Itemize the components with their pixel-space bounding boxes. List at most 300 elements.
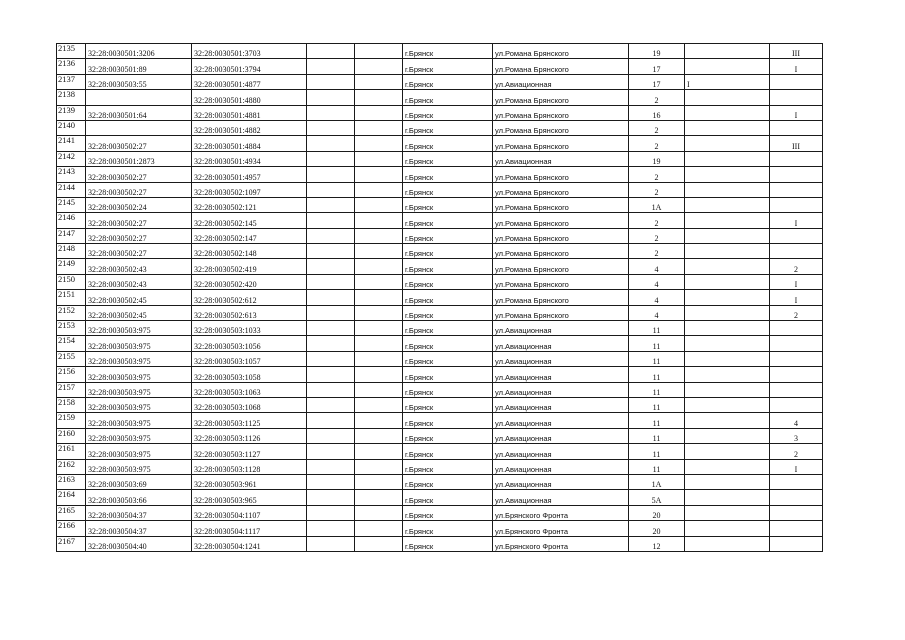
empty-cell <box>307 105 355 120</box>
table-row <box>57 244 823 259</box>
land-cadastral-number-cell: 32:28:0030502:45 <box>86 305 192 320</box>
row-number-cell: 2160 <box>57 428 86 443</box>
land-cadastral-number-cell: 32:28:0030504:37 <box>86 521 192 536</box>
apartment-cell: 2 <box>770 305 823 320</box>
city-cell: г.Брянск <box>403 167 493 182</box>
empty-cell <box>307 459 355 474</box>
row-number-cell: 2146 <box>57 213 86 228</box>
house-number-cell: 1А <box>629 474 685 489</box>
object-cadastral-number-cell: 32:28:0030502:419 <box>192 259 307 274</box>
table-row <box>57 490 823 505</box>
building-cell <box>685 459 770 474</box>
building-cell <box>685 444 770 459</box>
empty-cell <box>355 474 403 489</box>
house-number-cell: 11 <box>629 459 685 474</box>
apartment-cell <box>770 521 823 536</box>
land-cadastral-number-cell: 32:28:0030502:27 <box>86 182 192 197</box>
apartment-cell <box>770 367 823 382</box>
house-number-cell: 2 <box>629 90 685 105</box>
house-number-cell: 11 <box>629 321 685 336</box>
empty-cell <box>307 505 355 520</box>
building-cell <box>685 428 770 443</box>
land-cadastral-number-cell: 32:28:0030501:3206 <box>86 44 192 59</box>
table-row <box>57 44 823 59</box>
empty-cell <box>355 244 403 259</box>
city-cell: г.Брянск <box>403 290 493 305</box>
building-cell <box>685 167 770 182</box>
object-cadastral-number-cell: 32:28:0030503:1033 <box>192 321 307 336</box>
building-cell <box>685 382 770 397</box>
apartment-cell <box>770 382 823 397</box>
land-cadastral-number-cell: 32:28:0030503:66 <box>86 490 192 505</box>
empty-cell <box>307 259 355 274</box>
city-cell: г.Брянск <box>403 336 493 351</box>
apartment-cell <box>770 336 823 351</box>
land-cadastral-number-cell: 32:28:0030503:975 <box>86 351 192 366</box>
land-cadastral-number-cell <box>86 120 192 135</box>
row-number-cell: 2145 <box>57 197 86 212</box>
city-cell: г.Брянск <box>403 428 493 443</box>
table-row <box>57 305 823 320</box>
building-cell <box>685 151 770 166</box>
row-number-cell: 2137 <box>57 74 86 89</box>
land-cadastral-number-cell: 32:28:0030503:975 <box>86 336 192 351</box>
street-cell: ул.Авиационная <box>493 459 629 474</box>
city-cell: г.Брянск <box>403 459 493 474</box>
street-cell: ул.Романа Брянского <box>493 290 629 305</box>
empty-cell <box>307 321 355 336</box>
apartment-cell <box>770 90 823 105</box>
land-cadastral-number-cell: 32:28:0030501:2873 <box>86 151 192 166</box>
table-row <box>57 136 823 151</box>
land-cadastral-number-cell: 32:28:0030503:975 <box>86 428 192 443</box>
city-cell: г.Брянск <box>403 197 493 212</box>
object-cadastral-number-cell: 32:28:0030502:148 <box>192 244 307 259</box>
object-cadastral-number-cell: 32:28:0030501:4957 <box>192 167 307 182</box>
object-cadastral-number-cell: 32:28:0030501:4934 <box>192 151 307 166</box>
empty-cell <box>355 274 403 289</box>
apartment-cell <box>770 151 823 166</box>
building-cell <box>685 105 770 120</box>
empty-cell <box>307 382 355 397</box>
street-cell: ул.Брянского Фронта <box>493 505 629 520</box>
building-cell <box>685 536 770 551</box>
table-row <box>57 213 823 228</box>
row-number-cell: 2157 <box>57 382 86 397</box>
object-cadastral-number-cell: 32:28:0030504:1241 <box>192 536 307 551</box>
house-number-cell: 2 <box>629 228 685 243</box>
empty-cell <box>355 120 403 135</box>
empty-cell <box>307 444 355 459</box>
building-cell <box>685 397 770 412</box>
row-number-cell: 2164 <box>57 490 86 505</box>
city-cell: г.Брянск <box>403 44 493 59</box>
apartment-cell: 4 <box>770 413 823 428</box>
street-cell: ул.Авиационная <box>493 444 629 459</box>
street-cell: ул.Авиационная <box>493 367 629 382</box>
table-row <box>57 382 823 397</box>
house-number-cell: 17 <box>629 59 685 74</box>
house-number-cell: 19 <box>629 44 685 59</box>
object-cadastral-number-cell: 32:28:0030501:4884 <box>192 136 307 151</box>
row-number-cell: 2162 <box>57 459 86 474</box>
empty-cell <box>355 382 403 397</box>
table-row <box>57 336 823 351</box>
apartment-cell <box>770 490 823 505</box>
empty-cell <box>355 105 403 120</box>
street-cell: ул.Брянского Фронта <box>493 536 629 551</box>
house-number-cell: 17 <box>629 74 685 89</box>
empty-cell <box>355 136 403 151</box>
apartment-cell: I <box>770 290 823 305</box>
table-row <box>57 197 823 212</box>
object-cadastral-number-cell: 32:28:0030504:1117 <box>192 521 307 536</box>
house-number-cell: 11 <box>629 336 685 351</box>
street-cell: ул.Романа Брянского <box>493 90 629 105</box>
building-cell <box>685 90 770 105</box>
empty-cell <box>307 74 355 89</box>
street-cell: ул.Романа Брянского <box>493 259 629 274</box>
building-cell <box>685 490 770 505</box>
empty-cell <box>355 367 403 382</box>
empty-cell <box>307 44 355 59</box>
street-cell: ул.Авиационная <box>493 490 629 505</box>
street-cell: ул.Романа Брянского <box>493 213 629 228</box>
building-cell <box>685 136 770 151</box>
house-number-cell: 20 <box>629 521 685 536</box>
empty-cell <box>307 228 355 243</box>
building-cell <box>685 305 770 320</box>
empty-cell <box>355 228 403 243</box>
city-cell: г.Брянск <box>403 444 493 459</box>
city-cell: г.Брянск <box>403 105 493 120</box>
building-cell <box>685 44 770 59</box>
building-cell <box>685 413 770 428</box>
house-number-cell: 16 <box>629 105 685 120</box>
row-number-cell: 2138 <box>57 90 86 105</box>
empty-cell <box>355 182 403 197</box>
land-cadastral-number-cell: 32:28:0030503:975 <box>86 367 192 382</box>
city-cell: г.Брянск <box>403 213 493 228</box>
city-cell: г.Брянск <box>403 351 493 366</box>
street-cell: ул.Авиационная <box>493 151 629 166</box>
land-cadastral-number-cell: 32:28:0030501:89 <box>86 59 192 74</box>
row-number-cell: 2139 <box>57 105 86 120</box>
street-cell: ул.Авиационная <box>493 336 629 351</box>
empty-cell <box>307 274 355 289</box>
building-cell <box>685 59 770 74</box>
city-cell: г.Брянск <box>403 321 493 336</box>
object-cadastral-number-cell: 32:28:0030501:4882 <box>192 120 307 135</box>
empty-cell <box>307 367 355 382</box>
city-cell: г.Брянск <box>403 490 493 505</box>
land-cadastral-number-cell: 32:28:0030504:37 <box>86 505 192 520</box>
house-number-cell: 4 <box>629 274 685 289</box>
house-number-cell: 4 <box>629 259 685 274</box>
street-cell: ул.Авиационная <box>493 413 629 428</box>
row-number-cell: 2135 <box>57 44 86 59</box>
land-cadastral-number-cell <box>86 90 192 105</box>
table-row <box>57 521 823 536</box>
land-cadastral-number-cell: 32:28:0030501:64 <box>86 105 192 120</box>
row-number-cell: 2155 <box>57 351 86 366</box>
empty-cell <box>355 336 403 351</box>
street-cell: ул.Романа Брянского <box>493 105 629 120</box>
street-cell: ул.Авиационная <box>493 321 629 336</box>
row-number-cell: 2152 <box>57 305 86 320</box>
house-number-cell: 11 <box>629 397 685 412</box>
table-row <box>57 367 823 382</box>
street-cell: ул.Авиационная <box>493 397 629 412</box>
empty-cell <box>355 321 403 336</box>
apartment-cell: I <box>770 274 823 289</box>
city-cell: г.Брянск <box>403 382 493 397</box>
city-cell: г.Брянск <box>403 90 493 105</box>
city-cell: г.Брянск <box>403 228 493 243</box>
object-cadastral-number-cell: 32:28:0030503:961 <box>192 474 307 489</box>
land-cadastral-number-cell: 32:28:0030502:45 <box>86 290 192 305</box>
object-cadastral-number-cell: 32:28:0030501:3703 <box>192 44 307 59</box>
row-number-cell: 2154 <box>57 336 86 351</box>
apartment-cell <box>770 228 823 243</box>
table-row <box>57 74 823 89</box>
object-cadastral-number-cell: 32:28:0030502:147 <box>192 228 307 243</box>
city-cell: г.Брянск <box>403 274 493 289</box>
empty-cell <box>355 428 403 443</box>
building-cell <box>685 290 770 305</box>
building-cell <box>685 351 770 366</box>
object-cadastral-number-cell: 32:28:0030501:3794 <box>192 59 307 74</box>
apartment-cell: I <box>770 105 823 120</box>
table-row <box>57 351 823 366</box>
house-number-cell: 4 <box>629 290 685 305</box>
table-row <box>57 459 823 474</box>
row-number-cell: 2143 <box>57 167 86 182</box>
land-cadastral-number-cell: 32:28:0030502:27 <box>86 136 192 151</box>
street-cell: ул.Романа Брянского <box>493 244 629 259</box>
empty-cell <box>307 59 355 74</box>
street-cell: ул.Авиационная <box>493 351 629 366</box>
building-cell <box>685 213 770 228</box>
empty-cell <box>307 305 355 320</box>
empty-cell <box>355 151 403 166</box>
row-number-cell: 2158 <box>57 397 86 412</box>
street-cell: ул.Авиационная <box>493 428 629 443</box>
empty-cell <box>307 428 355 443</box>
table-row <box>57 274 823 289</box>
table-row <box>57 397 823 412</box>
house-number-cell: 2 <box>629 136 685 151</box>
city-cell: г.Брянск <box>403 521 493 536</box>
object-cadastral-number-cell: 32:28:0030503:965 <box>192 490 307 505</box>
object-cadastral-number-cell: 32:28:0030502:1097 <box>192 182 307 197</box>
table-row <box>57 167 823 182</box>
empty-cell <box>307 120 355 135</box>
house-number-cell: 1А <box>629 197 685 212</box>
city-cell: г.Брянск <box>403 397 493 412</box>
row-number-cell: 2148 <box>57 244 86 259</box>
land-cadastral-number-cell: 32:28:0030502:27 <box>86 228 192 243</box>
row-number-cell: 2147 <box>57 228 86 243</box>
table-row <box>57 182 823 197</box>
building-cell: I <box>685 74 770 89</box>
empty-cell <box>307 474 355 489</box>
apartment-cell: I <box>770 213 823 228</box>
building-cell <box>685 474 770 489</box>
land-cadastral-number-cell: 32:28:0030504:40 <box>86 536 192 551</box>
street-cell: ул.Романа Брянского <box>493 167 629 182</box>
empty-cell <box>307 90 355 105</box>
building-cell <box>685 505 770 520</box>
apartment-cell <box>770 244 823 259</box>
empty-cell <box>307 490 355 505</box>
object-cadastral-number-cell: 32:28:0030503:1125 <box>192 413 307 428</box>
object-cadastral-number-cell: 32:28:0030503:1126 <box>192 428 307 443</box>
building-cell <box>685 321 770 336</box>
empty-cell <box>355 167 403 182</box>
city-cell: г.Брянск <box>403 151 493 166</box>
empty-cell <box>355 397 403 412</box>
table-row <box>57 428 823 443</box>
apartment-cell: III <box>770 136 823 151</box>
row-number-cell: 2136 <box>57 59 86 74</box>
city-cell: г.Брянск <box>403 59 493 74</box>
empty-cell <box>307 351 355 366</box>
city-cell: г.Брянск <box>403 136 493 151</box>
empty-cell <box>355 213 403 228</box>
row-number-cell: 2149 <box>57 259 86 274</box>
row-number-cell: 2167 <box>57 536 86 551</box>
apartment-cell: 2 <box>770 259 823 274</box>
apartment-cell: I <box>770 459 823 474</box>
object-cadastral-number-cell: 32:28:0030502:145 <box>192 213 307 228</box>
empty-cell <box>355 59 403 74</box>
building-cell <box>685 182 770 197</box>
street-cell: ул.Авиационная <box>493 474 629 489</box>
street-cell: ул.Романа Брянского <box>493 182 629 197</box>
table-row <box>57 120 823 135</box>
row-number-cell: 2153 <box>57 321 86 336</box>
row-number-cell: 2165 <box>57 505 86 520</box>
apartment-cell <box>770 351 823 366</box>
object-cadastral-number-cell: 32:28:0030503:1056 <box>192 336 307 351</box>
empty-cell <box>307 244 355 259</box>
apartment-cell <box>770 120 823 135</box>
empty-cell <box>307 336 355 351</box>
row-number-cell: 2151 <box>57 290 86 305</box>
empty-cell <box>355 459 403 474</box>
object-cadastral-number-cell: 32:28:0030503:1058 <box>192 367 307 382</box>
land-cadastral-number-cell: 32:28:0030503:975 <box>86 413 192 428</box>
empty-cell <box>307 167 355 182</box>
empty-cell <box>355 413 403 428</box>
house-number-cell: 2 <box>629 213 685 228</box>
house-number-cell: 5А <box>629 490 685 505</box>
object-cadastral-number-cell: 32:28:0030502:612 <box>192 290 307 305</box>
city-cell: г.Брянск <box>403 474 493 489</box>
house-number-cell: 2 <box>629 182 685 197</box>
house-number-cell: 11 <box>629 351 685 366</box>
house-number-cell: 20 <box>629 505 685 520</box>
house-number-cell: 11 <box>629 444 685 459</box>
land-cadastral-number-cell: 32:28:0030502:27 <box>86 244 192 259</box>
row-number-cell: 2144 <box>57 182 86 197</box>
house-number-cell: 11 <box>629 413 685 428</box>
object-cadastral-number-cell: 32:28:0030503:1057 <box>192 351 307 366</box>
table-row <box>57 259 823 274</box>
land-cadastral-number-cell: 32:28:0030502:27 <box>86 213 192 228</box>
empty-cell <box>307 213 355 228</box>
street-cell: ул.Романа Брянского <box>493 228 629 243</box>
table-row <box>57 290 823 305</box>
land-cadastral-number-cell: 32:28:0030503:975 <box>86 444 192 459</box>
house-number-cell: 19 <box>629 151 685 166</box>
land-cadastral-number-cell: 32:28:0030503:975 <box>86 382 192 397</box>
object-cadastral-number-cell: 32:28:0030502:121 <box>192 197 307 212</box>
apartment-cell <box>770 74 823 89</box>
object-cadastral-number-cell: 32:28:0030503:1063 <box>192 382 307 397</box>
empty-cell <box>307 290 355 305</box>
empty-cell <box>307 182 355 197</box>
apartment-cell <box>770 397 823 412</box>
house-number-cell: 12 <box>629 536 685 551</box>
land-cadastral-number-cell: 32:28:0030502:27 <box>86 167 192 182</box>
land-cadastral-number-cell: 32:28:0030502:24 <box>86 197 192 212</box>
house-number-cell: 11 <box>629 382 685 397</box>
street-cell: ул.Романа Брянского <box>493 120 629 135</box>
land-cadastral-number-cell: 32:28:0030503:975 <box>86 397 192 412</box>
object-cadastral-number-cell: 32:28:0030501:4877 <box>192 74 307 89</box>
city-cell: г.Брянск <box>403 74 493 89</box>
row-number-cell: 2142 <box>57 151 86 166</box>
registry-table <box>56 43 823 552</box>
city-cell: г.Брянск <box>403 413 493 428</box>
table-row <box>57 474 823 489</box>
land-cadastral-number-cell: 32:28:0030503:55 <box>86 74 192 89</box>
object-cadastral-number-cell: 32:28:0030501:4881 <box>192 105 307 120</box>
object-cadastral-number-cell: 32:28:0030502:420 <box>192 274 307 289</box>
building-cell <box>685 259 770 274</box>
empty-cell <box>307 521 355 536</box>
building-cell <box>685 336 770 351</box>
row-number-cell: 2161 <box>57 444 86 459</box>
building-cell <box>685 120 770 135</box>
row-number-cell: 2159 <box>57 413 86 428</box>
land-cadastral-number-cell: 32:28:0030503:975 <box>86 459 192 474</box>
building-cell <box>685 244 770 259</box>
street-cell: ул.Романа Брянского <box>493 136 629 151</box>
house-number-cell: 2 <box>629 120 685 135</box>
empty-cell <box>307 413 355 428</box>
city-cell: г.Брянск <box>403 259 493 274</box>
object-cadastral-number-cell: 32:28:0030503:1128 <box>192 459 307 474</box>
table-row <box>57 228 823 243</box>
street-cell: ул.Авиационная <box>493 382 629 397</box>
object-cadastral-number-cell: 32:28:0030504:1107 <box>192 505 307 520</box>
street-cell: ул.Романа Брянского <box>493 197 629 212</box>
city-cell: г.Брянск <box>403 182 493 197</box>
empty-cell <box>355 74 403 89</box>
land-cadastral-number-cell: 32:28:0030502:43 <box>86 259 192 274</box>
table-row <box>57 444 823 459</box>
empty-cell <box>307 397 355 412</box>
empty-cell <box>355 90 403 105</box>
building-cell <box>685 367 770 382</box>
object-cadastral-number-cell: 32:28:0030501:4880 <box>192 90 307 105</box>
table-row <box>57 536 823 551</box>
row-number-cell: 2141 <box>57 136 86 151</box>
table-row <box>57 151 823 166</box>
